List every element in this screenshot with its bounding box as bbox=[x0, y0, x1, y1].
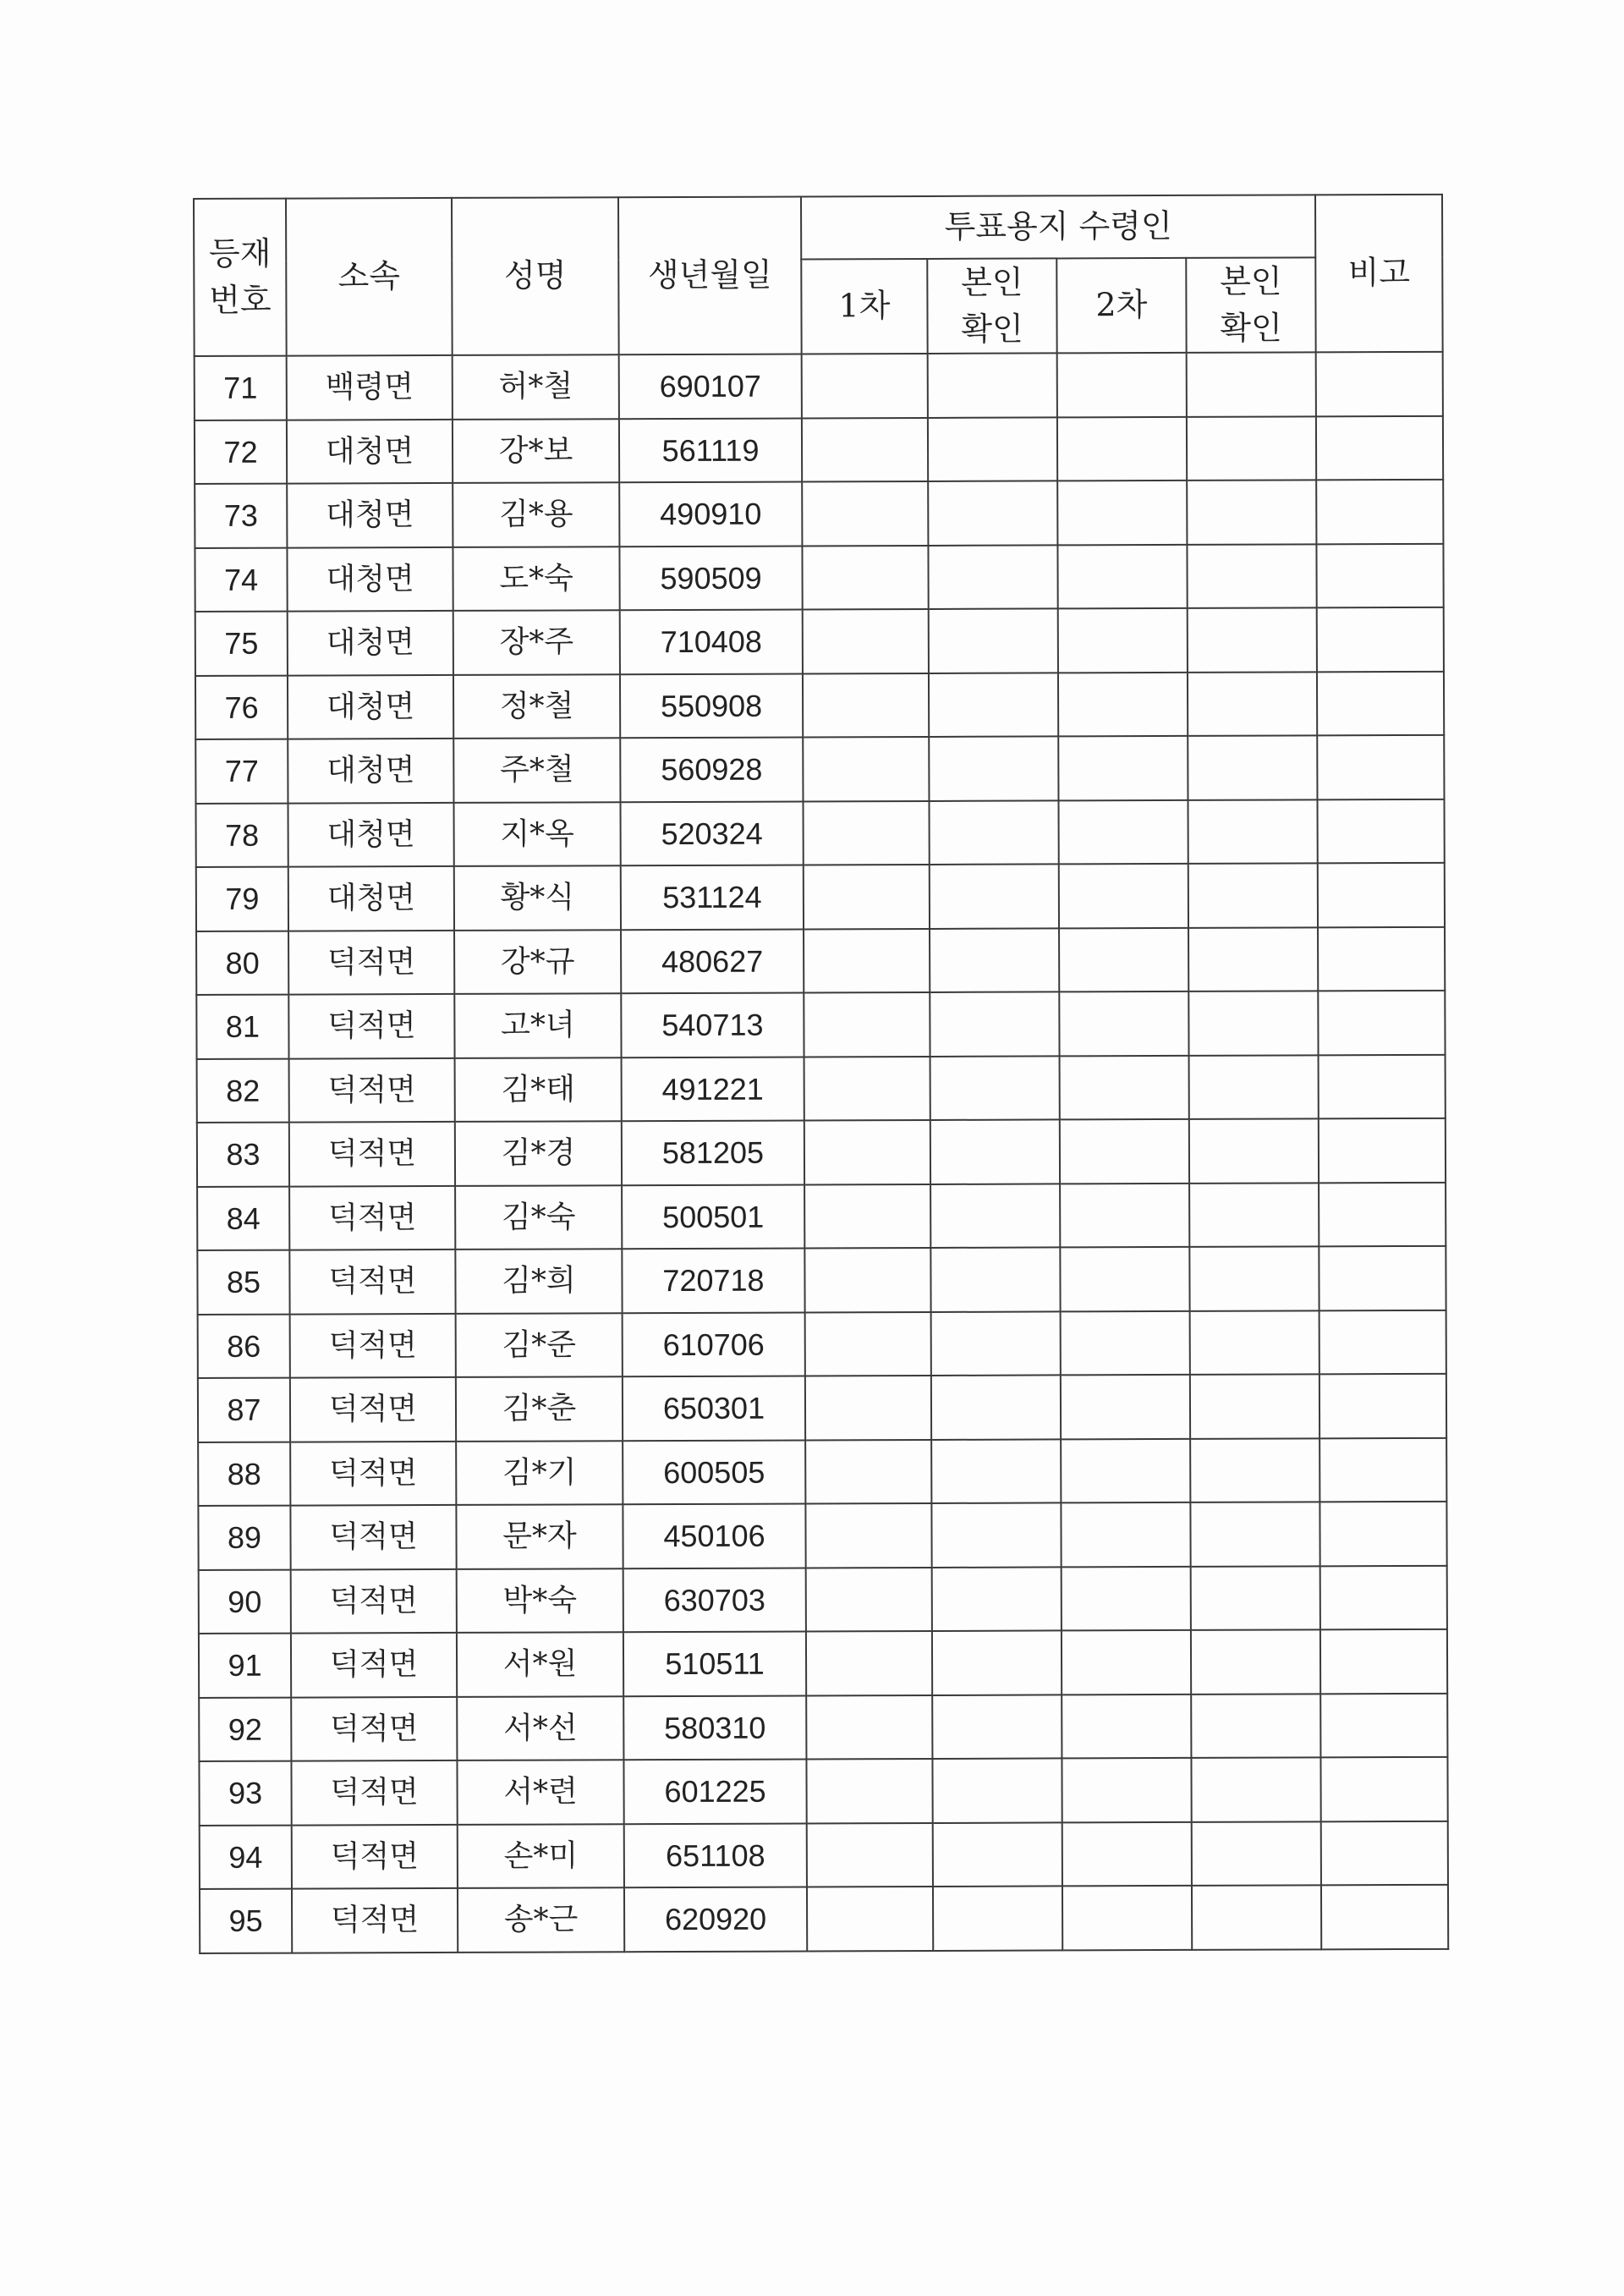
affiliation-cell: 덕적면 bbox=[291, 1760, 457, 1825]
name-cell: 김*숙 bbox=[455, 1185, 622, 1250]
affiliation-cell: 덕적면 bbox=[291, 1697, 457, 1761]
second-receipt-cell bbox=[1060, 1056, 1189, 1120]
first-confirm-cell bbox=[930, 1184, 1060, 1248]
table-row bbox=[195, 799, 1444, 868]
first-confirm-cell bbox=[929, 737, 1058, 801]
first-confirm-cell bbox=[929, 609, 1058, 673]
second-confirm-cell bbox=[1190, 1310, 1320, 1375]
first-confirm-cell bbox=[930, 865, 1059, 929]
second-receipt-cell bbox=[1058, 608, 1188, 673]
name-cell: 김*태 bbox=[455, 1057, 622, 1122]
remarks-cell bbox=[1317, 672, 1444, 736]
table-row bbox=[198, 1310, 1446, 1379]
birth-cell: 651108 bbox=[624, 1823, 807, 1887]
second-confirm-cell bbox=[1189, 1055, 1319, 1119]
name-cell: 서*원 bbox=[457, 1632, 623, 1696]
birth-cell: 550908 bbox=[620, 673, 803, 738]
first-receipt-cell bbox=[802, 481, 928, 546]
second-receipt-cell bbox=[1062, 1758, 1191, 1822]
remarks-cell bbox=[1316, 480, 1443, 544]
table-row bbox=[196, 927, 1445, 996]
reg-no-cell: 78 bbox=[195, 803, 288, 867]
second-confirm-cell bbox=[1187, 481, 1316, 545]
second-receipt-cell bbox=[1060, 1247, 1189, 1311]
first-confirm-cell bbox=[933, 1822, 1062, 1887]
name-cell: 고*녀 bbox=[454, 993, 621, 1057]
first-confirm-cell bbox=[932, 1695, 1062, 1759]
name-cell: 김*준 bbox=[456, 1313, 623, 1377]
name-cell: 김*기 bbox=[456, 1441, 623, 1505]
header-name: 성명 bbox=[452, 197, 619, 355]
second-receipt-cell bbox=[1058, 673, 1188, 737]
affiliation-cell: 대청면 bbox=[288, 803, 453, 867]
first-receipt-cell bbox=[804, 1120, 930, 1184]
remarks-cell bbox=[1319, 1118, 1446, 1183]
name-cell: 지*옥 bbox=[453, 802, 620, 866]
affiliation-cell: 대청면 bbox=[287, 483, 453, 547]
header-ballot-recipient: 투표용지 수령인 bbox=[801, 195, 1315, 259]
remarks-cell bbox=[1316, 416, 1443, 481]
table-row bbox=[195, 352, 1443, 420]
table-row bbox=[199, 1694, 1447, 1762]
table-row bbox=[197, 1055, 1446, 1123]
first-receipt-cell bbox=[807, 1887, 933, 1951]
birth-cell: 600505 bbox=[623, 1440, 805, 1504]
name-cell: 강*규 bbox=[454, 930, 621, 994]
birth-cell: 490910 bbox=[619, 482, 802, 547]
reg-no-cell: 77 bbox=[195, 739, 288, 804]
second-receipt-cell bbox=[1061, 1375, 1190, 1439]
first-confirm-cell bbox=[930, 1056, 1060, 1120]
second-receipt-cell bbox=[1062, 1567, 1191, 1631]
table-row bbox=[195, 544, 1443, 612]
birth-cell: 630703 bbox=[623, 1568, 806, 1632]
first-receipt-cell bbox=[804, 1057, 930, 1121]
table-row bbox=[195, 480, 1443, 548]
affiliation-cell: 덕적면 bbox=[290, 1377, 456, 1442]
affiliation-cell: 대청면 bbox=[288, 675, 453, 739]
header-confirm-2 bbox=[1186, 257, 1315, 353]
reg-no-cell: 93 bbox=[199, 1761, 291, 1826]
birth-cell: 590509 bbox=[619, 546, 802, 610]
table-row bbox=[198, 1438, 1446, 1507]
first-receipt-cell bbox=[803, 609, 929, 673]
first-confirm-cell bbox=[929, 673, 1058, 737]
second-receipt-cell bbox=[1058, 736, 1188, 800]
affiliation-cell: 덕적면 bbox=[289, 1186, 455, 1250]
remarks-cell bbox=[1320, 1566, 1447, 1630]
first-receipt-cell bbox=[802, 354, 928, 418]
header-birth: 생년월일 bbox=[618, 196, 802, 354]
affiliation-cell: 덕적면 bbox=[292, 1825, 458, 1889]
birth-cell: 491221 bbox=[622, 1057, 804, 1121]
reg-no-cell: 71 bbox=[195, 356, 287, 420]
second-receipt-cell bbox=[1057, 545, 1187, 609]
second-confirm-cell bbox=[1187, 353, 1316, 417]
second-confirm-cell bbox=[1190, 1502, 1320, 1567]
second-receipt-cell bbox=[1062, 1630, 1191, 1695]
second-confirm-cell bbox=[1190, 1375, 1320, 1439]
second-confirm-cell bbox=[1187, 544, 1316, 608]
birth-cell: 520324 bbox=[620, 801, 803, 865]
affiliation-cell: 덕적면 bbox=[289, 1122, 455, 1186]
birth-cell: 450106 bbox=[623, 1504, 805, 1568]
first-receipt-cell bbox=[802, 546, 928, 610]
first-receipt-cell bbox=[802, 418, 928, 482]
birth-cell: 581205 bbox=[622, 1121, 804, 1185]
remarks-cell bbox=[1318, 799, 1445, 864]
reg-no-cell: 83 bbox=[197, 1123, 289, 1187]
first-receipt-cell bbox=[807, 1823, 933, 1887]
remarks-cell bbox=[1318, 991, 1445, 1055]
name-cell: 주*철 bbox=[453, 738, 620, 802]
second-receipt-cell bbox=[1062, 1695, 1191, 1759]
affiliation-cell: 덕적면 bbox=[290, 1314, 456, 1378]
reg-no-cell: 86 bbox=[198, 1314, 290, 1378]
reg-no-cell: 85 bbox=[197, 1250, 289, 1315]
second-receipt-cell bbox=[1061, 1439, 1190, 1503]
second-receipt-cell bbox=[1057, 417, 1187, 481]
name-cell: 황*식 bbox=[454, 865, 621, 930]
table-row bbox=[195, 735, 1444, 804]
first-receipt-cell bbox=[804, 865, 930, 929]
birth-cell: 710408 bbox=[620, 610, 803, 674]
table-row bbox=[195, 416, 1443, 485]
second-confirm-cell bbox=[1188, 927, 1318, 991]
header-confirm-2-line2: 확인 bbox=[1220, 309, 1282, 347]
reg-no-cell: 81 bbox=[196, 995, 288, 1059]
second-confirm-cell bbox=[1192, 1886, 1321, 1950]
first-confirm-cell bbox=[931, 1503, 1061, 1568]
second-confirm-cell bbox=[1188, 672, 1317, 736]
remarks-cell bbox=[1317, 735, 1444, 799]
remarks-cell bbox=[1319, 1183, 1446, 1247]
remarks-cell bbox=[1320, 1310, 1446, 1375]
name-cell: 김*용 bbox=[453, 482, 619, 547]
second-confirm-cell bbox=[1188, 864, 1318, 928]
reg-no-cell: 92 bbox=[199, 1697, 291, 1761]
table-row bbox=[200, 1885, 1448, 1953]
second-receipt-cell bbox=[1061, 1502, 1190, 1567]
table-row bbox=[197, 1246, 1446, 1315]
birth-cell: 610706 bbox=[623, 1312, 805, 1376]
table-row bbox=[198, 1502, 1446, 1570]
affiliation-cell: 대청면 bbox=[287, 420, 453, 484]
header-reg-no bbox=[194, 199, 287, 357]
name-cell: 김*춘 bbox=[456, 1376, 623, 1441]
header-remarks: 비고 bbox=[1315, 195, 1443, 353]
name-cell: 도*숙 bbox=[453, 547, 619, 611]
reg-no-cell: 84 bbox=[197, 1186, 289, 1250]
name-cell: 김*경 bbox=[455, 1121, 622, 1185]
second-receipt-cell bbox=[1057, 353, 1187, 417]
second-confirm-cell bbox=[1189, 1119, 1319, 1184]
table-row bbox=[195, 672, 1444, 740]
header-confirm-2-line1: 본인 bbox=[1220, 262, 1282, 300]
first-confirm-cell bbox=[928, 417, 1057, 481]
first-receipt-cell bbox=[806, 1695, 932, 1760]
reg-no-cell: 72 bbox=[195, 420, 287, 484]
table-row bbox=[199, 1566, 1447, 1634]
second-receipt-cell bbox=[1060, 1119, 1189, 1184]
first-receipt-cell bbox=[805, 1440, 931, 1504]
header-affiliation: 소속 bbox=[286, 198, 453, 356]
second-confirm-cell bbox=[1191, 1694, 1320, 1758]
first-receipt-cell bbox=[803, 737, 929, 801]
birth-cell: 540713 bbox=[621, 993, 804, 1057]
affiliation-cell: 덕적면 bbox=[288, 994, 454, 1058]
first-confirm-cell bbox=[932, 1759, 1062, 1823]
remarks-cell bbox=[1320, 1374, 1446, 1438]
first-receipt-cell bbox=[805, 1312, 931, 1376]
reg-no-cell: 91 bbox=[199, 1634, 291, 1698]
name-cell: 강*보 bbox=[453, 419, 619, 483]
table-header bbox=[194, 195, 1443, 356]
birth-cell: 720718 bbox=[622, 1249, 804, 1313]
first-confirm-cell bbox=[932, 1631, 1062, 1695]
remarks-cell bbox=[1321, 1821, 1448, 1886]
affiliation-cell: 대청면 bbox=[288, 611, 453, 675]
header-reg-no-line1: 등재 bbox=[208, 234, 272, 272]
first-confirm-cell bbox=[928, 545, 1057, 609]
header-confirm-1-line2: 확인 bbox=[961, 310, 1023, 348]
second-receipt-cell bbox=[1058, 800, 1188, 865]
first-receipt-cell bbox=[805, 1376, 931, 1440]
reg-no-cell: 80 bbox=[196, 931, 288, 995]
first-receipt-cell bbox=[805, 1503, 931, 1568]
remarks-cell bbox=[1320, 1694, 1447, 1758]
reg-no-cell: 87 bbox=[198, 1378, 290, 1442]
table-row bbox=[197, 1118, 1446, 1187]
header-second: 2차 bbox=[1056, 258, 1186, 354]
table-row bbox=[200, 1821, 1448, 1890]
table-row bbox=[197, 1183, 1446, 1251]
first-confirm-cell bbox=[929, 800, 1058, 865]
first-confirm-cell bbox=[932, 1567, 1062, 1631]
affiliation-cell: 덕적면 bbox=[291, 1569, 457, 1634]
affiliation-cell: 백령면 bbox=[287, 355, 453, 420]
birth-cell: 561119 bbox=[619, 418, 802, 482]
second-receipt-cell bbox=[1059, 991, 1188, 1056]
name-cell: 김*희 bbox=[455, 1249, 622, 1313]
first-receipt-cell bbox=[804, 992, 930, 1057]
header-confirm-1-line1: 본인 bbox=[961, 263, 1023, 301]
remarks-cell bbox=[1321, 1885, 1448, 1949]
second-confirm-cell bbox=[1187, 416, 1316, 481]
affiliation-cell: 덕적면 bbox=[290, 1505, 456, 1569]
reg-no-cell: 74 bbox=[195, 547, 287, 612]
name-cell: 정*철 bbox=[453, 674, 620, 739]
second-receipt-cell bbox=[1062, 1886, 1192, 1950]
name-cell: 손*미 bbox=[458, 1824, 624, 1888]
name-cell: 장*주 bbox=[453, 610, 620, 674]
reg-no-cell: 88 bbox=[198, 1442, 290, 1506]
table-row bbox=[196, 863, 1445, 931]
reg-no-cell: 82 bbox=[197, 1058, 289, 1123]
voter-register-table bbox=[193, 194, 1449, 1954]
second-confirm-cell bbox=[1191, 1566, 1320, 1630]
remarks-cell bbox=[1320, 1629, 1447, 1694]
reg-no-cell: 79 bbox=[196, 867, 288, 931]
first-confirm-cell bbox=[931, 1311, 1061, 1376]
first-confirm-cell bbox=[930, 992, 1059, 1057]
affiliation-cell: 덕적면 bbox=[289, 1250, 455, 1314]
reg-no-cell: 76 bbox=[195, 675, 288, 739]
remarks-cell bbox=[1319, 1246, 1446, 1310]
remarks-cell bbox=[1316, 352, 1443, 416]
remarks-cell bbox=[1320, 1502, 1446, 1566]
second-confirm-cell bbox=[1192, 1821, 1321, 1886]
birth-cell: 500501 bbox=[622, 1184, 804, 1249]
first-confirm-cell bbox=[928, 354, 1057, 418]
reg-no-cell: 73 bbox=[195, 484, 287, 548]
second-receipt-cell bbox=[1059, 864, 1188, 928]
second-confirm-cell bbox=[1191, 1758, 1320, 1822]
table-row bbox=[199, 1757, 1447, 1826]
second-receipt-cell bbox=[1057, 481, 1187, 545]
first-receipt-cell bbox=[803, 801, 929, 865]
second-confirm-cell bbox=[1188, 736, 1317, 800]
birth-cell: 690107 bbox=[619, 354, 802, 419]
name-cell: 허*철 bbox=[453, 354, 619, 419]
affiliation-cell: 대청면 bbox=[288, 739, 453, 803]
header-first: 1차 bbox=[801, 259, 927, 354]
name-cell: 박*숙 bbox=[457, 1568, 623, 1633]
affiliation-cell: 덕적면 bbox=[289, 1058, 455, 1123]
header-reg-no-line2: 번호 bbox=[209, 281, 272, 320]
first-receipt-cell bbox=[806, 1568, 932, 1632]
birth-cell: 601225 bbox=[623, 1760, 806, 1824]
birth-cell: 531124 bbox=[621, 865, 804, 930]
remarks-cell bbox=[1318, 863, 1445, 927]
name-cell: 서*련 bbox=[457, 1760, 623, 1824]
remarks-cell bbox=[1320, 1438, 1446, 1502]
first-confirm-cell bbox=[928, 481, 1057, 546]
first-receipt-cell bbox=[803, 673, 929, 738]
remarks-cell bbox=[1317, 607, 1444, 672]
second-confirm-cell bbox=[1190, 1438, 1320, 1502]
reg-no-cell: 90 bbox=[199, 1569, 291, 1634]
table-row bbox=[198, 1374, 1446, 1442]
remarks-cell bbox=[1319, 1055, 1446, 1119]
second-confirm-cell bbox=[1188, 799, 1317, 864]
first-confirm-cell bbox=[930, 928, 1059, 992]
table-row bbox=[196, 991, 1445, 1059]
first-confirm-cell bbox=[931, 1376, 1061, 1440]
remarks-cell bbox=[1320, 1757, 1447, 1821]
first-receipt-cell bbox=[806, 1759, 932, 1823]
second-confirm-cell bbox=[1189, 1183, 1319, 1247]
birth-cell: 510511 bbox=[623, 1632, 806, 1696]
table-body bbox=[195, 352, 1449, 1953]
second-confirm-cell bbox=[1189, 1247, 1319, 1311]
second-confirm-cell bbox=[1188, 991, 1318, 1056]
affiliation-cell: 덕적면 bbox=[290, 1442, 456, 1506]
reg-no-cell: 94 bbox=[200, 1825, 292, 1889]
first-confirm-cell bbox=[930, 1248, 1060, 1312]
birth-cell: 650301 bbox=[623, 1376, 805, 1441]
affiliation-cell: 덕적면 bbox=[292, 1888, 458, 1953]
birth-cell: 620920 bbox=[624, 1887, 807, 1952]
affiliation-cell: 덕적면 bbox=[288, 931, 454, 995]
first-receipt-cell bbox=[804, 1184, 930, 1249]
table-row bbox=[199, 1629, 1447, 1698]
name-cell: 송*근 bbox=[458, 1887, 624, 1952]
remarks-cell bbox=[1316, 544, 1443, 608]
affiliation-cell: 대청면 bbox=[287, 547, 453, 612]
affiliation-cell: 대청면 bbox=[288, 866, 454, 931]
birth-cell: 560928 bbox=[620, 738, 803, 802]
remarks-cell bbox=[1318, 927, 1445, 991]
reg-no-cell: 95 bbox=[200, 1889, 292, 1953]
second-receipt-cell bbox=[1060, 1184, 1189, 1248]
second-confirm-cell bbox=[1188, 608, 1317, 673]
second-receipt-cell bbox=[1062, 1822, 1192, 1887]
second-confirm-cell bbox=[1191, 1630, 1320, 1695]
second-receipt-cell bbox=[1059, 928, 1188, 992]
name-cell: 문*자 bbox=[456, 1504, 623, 1568]
first-confirm-cell bbox=[930, 1120, 1060, 1184]
name-cell: 서*선 bbox=[457, 1696, 623, 1760]
first-confirm-cell bbox=[933, 1887, 1062, 1951]
table-row bbox=[195, 607, 1444, 676]
birth-cell: 480627 bbox=[621, 929, 804, 993]
first-receipt-cell bbox=[806, 1631, 932, 1695]
first-receipt-cell bbox=[804, 929, 930, 993]
first-confirm-cell bbox=[931, 1439, 1061, 1503]
birth-cell: 580310 bbox=[623, 1695, 806, 1760]
affiliation-cell: 덕적면 bbox=[291, 1633, 457, 1697]
second-receipt-cell bbox=[1061, 1311, 1190, 1376]
first-receipt-cell bbox=[804, 1248, 930, 1312]
reg-no-cell: 89 bbox=[198, 1506, 290, 1570]
reg-no-cell: 75 bbox=[195, 612, 288, 676]
header-confirm-1 bbox=[927, 258, 1056, 354]
